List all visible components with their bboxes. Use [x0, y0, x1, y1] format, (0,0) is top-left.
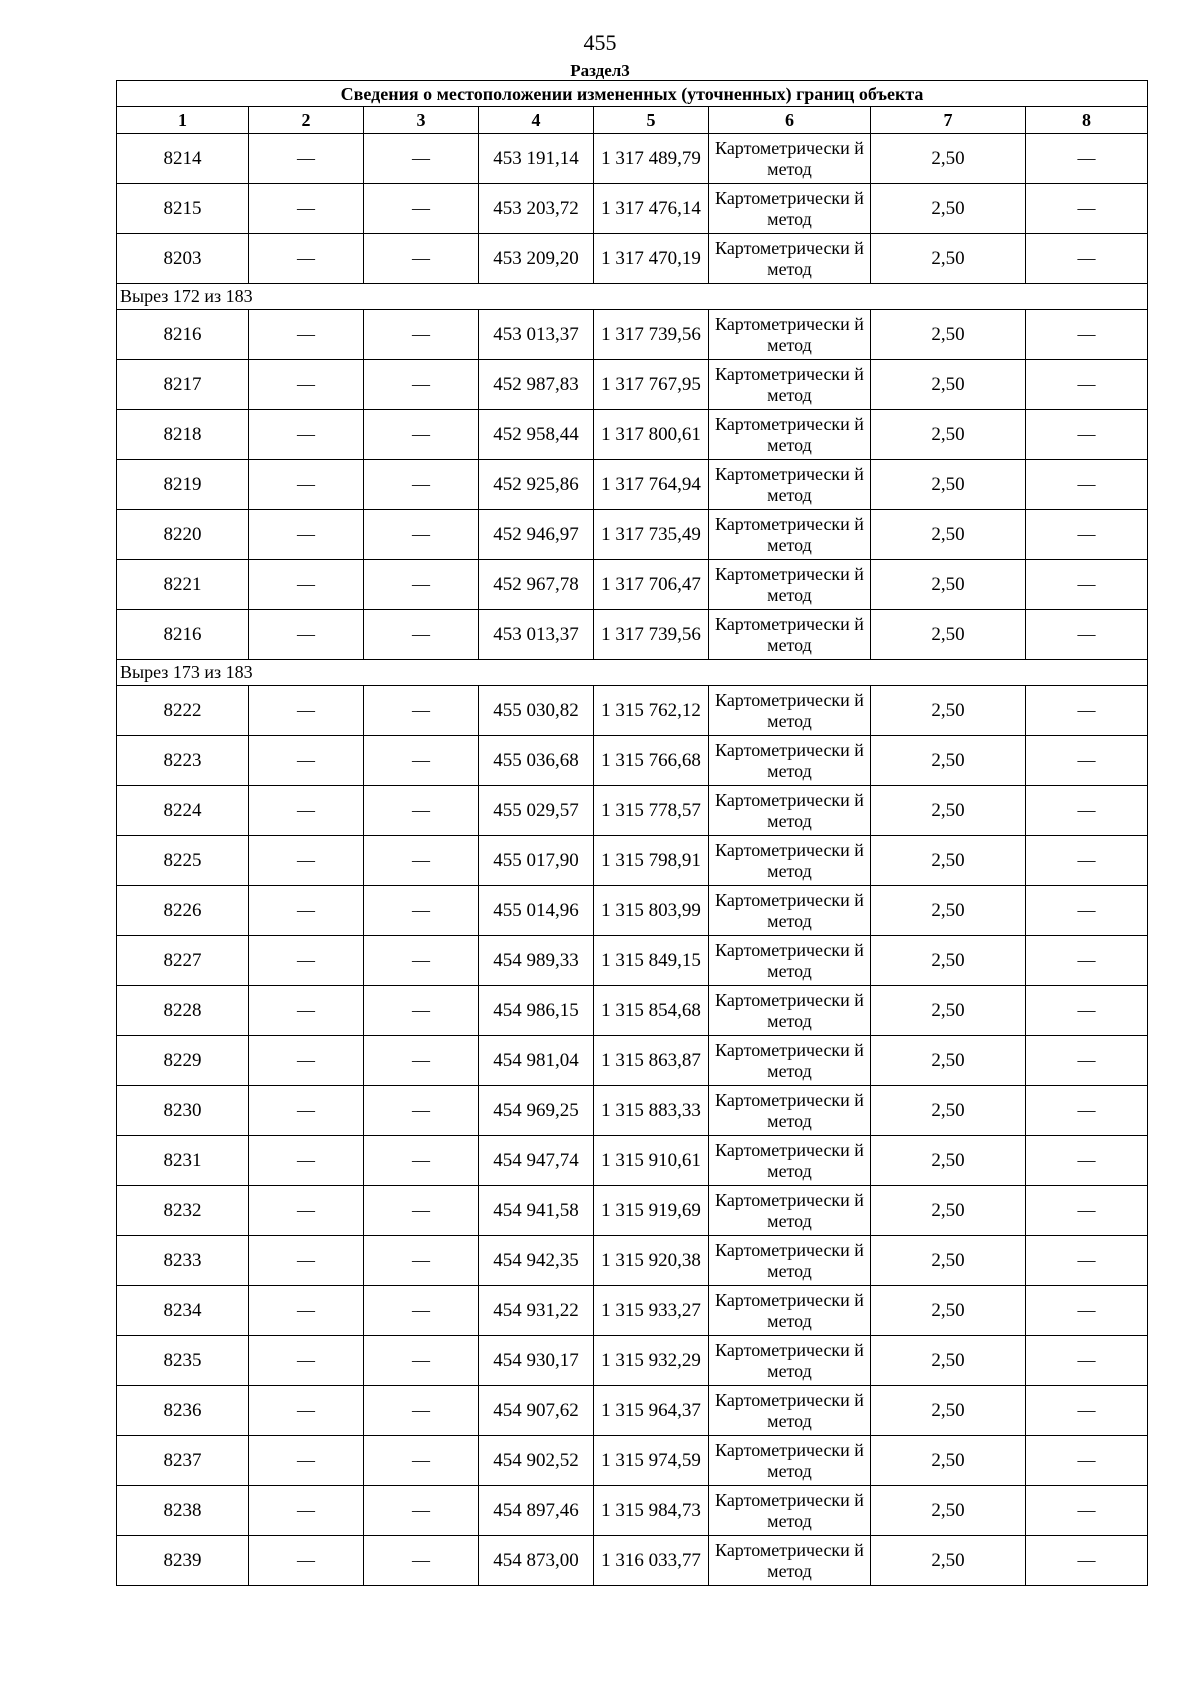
col8-cell: — [1026, 686, 1148, 736]
table-row [117, 736, 1148, 786]
method-cell: Картометрически й метод [709, 234, 871, 284]
accuracy-cell: 2,50 [871, 360, 1026, 410]
x-coordinate-cell: 455 029,57 [479, 786, 594, 836]
point-number-cell: 8225 [117, 836, 249, 886]
col8-cell: — [1026, 1336, 1148, 1386]
col2-cell: — [249, 886, 364, 936]
y-coordinate-cell: 1 315 984,73 [594, 1486, 709, 1536]
table-row [117, 560, 1148, 610]
x-coordinate-cell: 454 930,17 [479, 1336, 594, 1386]
col2-cell: — [249, 1036, 364, 1086]
y-coordinate-cell: 1 315 766,68 [594, 736, 709, 786]
method-cell: Картометрически й метод [709, 184, 871, 234]
y-coordinate-cell: 1 317 735,49 [594, 510, 709, 560]
table-row [117, 360, 1148, 410]
table-row [117, 1336, 1148, 1386]
point-number-cell: 8216 [117, 310, 249, 360]
col3-cell: — [364, 410, 479, 460]
col8-cell: — [1026, 1136, 1148, 1186]
col3-cell: — [364, 1336, 479, 1386]
col8-cell: — [1026, 560, 1148, 610]
accuracy-cell: 2,50 [871, 1536, 1026, 1586]
column-header-row [117, 107, 1148, 134]
col2-cell: — [249, 786, 364, 836]
method-cell: Картометрически й метод [709, 510, 871, 560]
col3-cell: — [364, 886, 479, 936]
y-coordinate-cell: 1 315 863,87 [594, 1036, 709, 1086]
accuracy-cell: 2,50 [871, 184, 1026, 234]
method-cell: Картометрически й метод [709, 686, 871, 736]
table-row [117, 184, 1148, 234]
accuracy-cell: 2,50 [871, 1236, 1026, 1286]
col3-cell: — [364, 1536, 479, 1586]
accuracy-cell: 2,50 [871, 936, 1026, 986]
method-cell: Картометрически й метод [709, 410, 871, 460]
x-coordinate-cell: 453 013,37 [479, 610, 594, 660]
y-coordinate-cell: 1 315 919,69 [594, 1186, 709, 1236]
point-number-cell: 8233 [117, 1236, 249, 1286]
x-coordinate-cell: 453 203,72 [479, 184, 594, 234]
table-row [117, 1286, 1148, 1336]
accuracy-cell: 2,50 [871, 1286, 1026, 1336]
method-cell: Картометрически й метод [709, 134, 871, 184]
x-coordinate-cell: 454 897,46 [479, 1486, 594, 1536]
col2-cell: — [249, 1386, 364, 1436]
accuracy-cell: 2,50 [871, 1436, 1026, 1486]
method-cell: Картометрически й метод [709, 886, 871, 936]
accuracy-cell: 2,50 [871, 460, 1026, 510]
col8-cell: — [1026, 1236, 1148, 1286]
accuracy-cell: 2,50 [871, 1336, 1026, 1386]
col3-cell: — [364, 936, 479, 986]
col3-cell: — [364, 1236, 479, 1286]
accuracy-cell: 2,50 [871, 510, 1026, 560]
col3-cell: — [364, 1086, 479, 1136]
col8-cell: — [1026, 460, 1148, 510]
x-coordinate-cell: 452 967,78 [479, 560, 594, 610]
col2-cell: — [249, 560, 364, 610]
col2-cell: — [249, 1086, 364, 1136]
col2-cell: — [249, 736, 364, 786]
col8-cell: — [1026, 836, 1148, 886]
x-coordinate-cell: 452 925,86 [479, 460, 594, 510]
col8-cell: — [1026, 410, 1148, 460]
col8-cell: — [1026, 1036, 1148, 1086]
col8-cell: — [1026, 1486, 1148, 1536]
col8-cell: — [1026, 986, 1148, 1036]
col8-cell: — [1026, 610, 1148, 660]
y-coordinate-cell: 1 315 910,61 [594, 1136, 709, 1186]
method-cell: Картометрически й метод [709, 360, 871, 410]
column-header: 8 [1026, 107, 1148, 134]
point-number-cell: 8222 [117, 686, 249, 736]
table-row [117, 310, 1148, 360]
point-number-cell: 8235 [117, 1336, 249, 1386]
col8-cell: — [1026, 1386, 1148, 1436]
col3-cell: — [364, 1186, 479, 1236]
x-coordinate-cell: 454 942,35 [479, 1236, 594, 1286]
coordinates-table [116, 80, 1148, 1586]
y-coordinate-cell: 1 315 883,33 [594, 1086, 709, 1136]
point-number-cell: 8231 [117, 1136, 249, 1186]
col2-cell: — [249, 310, 364, 360]
y-coordinate-cell: 1 315 974,59 [594, 1436, 709, 1486]
accuracy-cell: 2,50 [871, 410, 1026, 460]
accuracy-cell: 2,50 [871, 786, 1026, 836]
column-header: 2 [249, 107, 364, 134]
col8-cell: — [1026, 936, 1148, 986]
col3-cell: — [364, 460, 479, 510]
col3-cell: — [364, 1136, 479, 1186]
table-body [117, 134, 1148, 1586]
col2-cell: — [249, 460, 364, 510]
col8-cell: — [1026, 510, 1148, 560]
y-coordinate-cell: 1 317 476,14 [594, 184, 709, 234]
col2-cell: — [249, 1336, 364, 1386]
col3-cell: — [364, 1486, 479, 1536]
method-cell: Картометрически й метод [709, 1086, 871, 1136]
col3-cell: — [364, 1436, 479, 1486]
col3-cell: — [364, 234, 479, 284]
table-row [117, 886, 1148, 936]
x-coordinate-cell: 453 209,20 [479, 234, 594, 284]
col3-cell: — [364, 736, 479, 786]
y-coordinate-cell: 1 317 489,79 [594, 134, 709, 184]
table-row [117, 1536, 1148, 1586]
accuracy-cell: 2,50 [871, 1486, 1026, 1536]
table-row [117, 786, 1148, 836]
y-coordinate-cell: 1 315 932,29 [594, 1336, 709, 1386]
group-header-row [117, 660, 1148, 686]
point-number-cell: 8234 [117, 1286, 249, 1336]
col8-cell: — [1026, 310, 1148, 360]
y-coordinate-cell: 1 317 470,19 [594, 234, 709, 284]
col2-cell: — [249, 610, 364, 660]
col2-cell: — [249, 184, 364, 234]
x-coordinate-cell: 455 030,82 [479, 686, 594, 736]
y-coordinate-cell: 1 315 854,68 [594, 986, 709, 1036]
method-cell: Картометрически й метод [709, 936, 871, 986]
x-coordinate-cell: 454 981,04 [479, 1036, 594, 1086]
y-coordinate-cell: 1 315 849,15 [594, 936, 709, 986]
col3-cell: — [364, 310, 479, 360]
table-row [117, 1486, 1148, 1536]
table-row [117, 936, 1148, 986]
y-coordinate-cell: 1 315 933,27 [594, 1286, 709, 1336]
col8-cell: — [1026, 736, 1148, 786]
column-header: 4 [479, 107, 594, 134]
point-number-cell: 8223 [117, 736, 249, 786]
col3-cell: — [364, 360, 479, 410]
x-coordinate-cell: 455 036,68 [479, 736, 594, 786]
method-cell: Картометрически й метод [709, 310, 871, 360]
col2-cell: — [249, 1186, 364, 1236]
accuracy-cell: 2,50 [871, 886, 1026, 936]
col2-cell: — [249, 234, 364, 284]
point-number-cell: 8238 [117, 1486, 249, 1536]
page-number: 455 [583, 30, 617, 55]
section-title: Раздел3 [570, 61, 630, 80]
col8-cell: — [1026, 1186, 1148, 1236]
col3-cell: — [364, 1036, 479, 1086]
table-row [117, 610, 1148, 660]
col3-cell: — [364, 836, 479, 886]
col2-cell: — [249, 360, 364, 410]
x-coordinate-cell: 454 941,58 [479, 1186, 594, 1236]
col2-cell: — [249, 510, 364, 560]
col2-cell: — [249, 1286, 364, 1336]
table-title: Сведения о местоположении измененных (уточненных) границ объекта [117, 81, 1148, 107]
method-cell: Картометрически й метод [709, 1436, 871, 1486]
point-number-cell: 8229 [117, 1036, 249, 1086]
method-cell: Картометрически й метод [709, 560, 871, 610]
accuracy-cell: 2,50 [871, 1086, 1026, 1136]
table-row [117, 686, 1148, 736]
accuracy-cell: 2,50 [871, 610, 1026, 660]
method-cell: Картометрически й метод [709, 460, 871, 510]
table-row [117, 836, 1148, 886]
y-coordinate-cell: 1 315 803,99 [594, 886, 709, 936]
col2-cell: — [249, 986, 364, 1036]
y-coordinate-cell: 1 315 920,38 [594, 1236, 709, 1286]
method-cell: Картометрически й метод [709, 610, 871, 660]
point-number-cell: 8239 [117, 1536, 249, 1586]
point-number-cell: 8228 [117, 986, 249, 1036]
table-row [117, 460, 1148, 510]
x-coordinate-cell: 454 873,00 [479, 1536, 594, 1586]
method-cell: Картометрически й метод [709, 1036, 871, 1086]
col3-cell: — [364, 560, 479, 610]
group-label: Вырез 173 из 183 [117, 660, 1148, 686]
table-row [117, 510, 1148, 560]
accuracy-cell: 2,50 [871, 134, 1026, 184]
col8-cell: — [1026, 886, 1148, 936]
point-number-cell: 8216 [117, 610, 249, 660]
col3-cell: — [364, 510, 479, 560]
y-coordinate-cell: 1 316 033,77 [594, 1536, 709, 1586]
x-coordinate-cell: 453 013,37 [479, 310, 594, 360]
point-number-cell: 8237 [117, 1436, 249, 1486]
column-header: 5 [594, 107, 709, 134]
y-coordinate-cell: 1 317 767,95 [594, 360, 709, 410]
point-number-cell: 8232 [117, 1186, 249, 1236]
col3-cell: — [364, 1386, 479, 1436]
col2-cell: — [249, 936, 364, 986]
table-row [117, 1436, 1148, 1486]
table-row [117, 1186, 1148, 1236]
method-cell: Картометрически й метод [709, 1136, 871, 1186]
x-coordinate-cell: 454 989,33 [479, 936, 594, 986]
col8-cell: — [1026, 1086, 1148, 1136]
point-number-cell: 8230 [117, 1086, 249, 1136]
x-coordinate-cell: 454 931,22 [479, 1286, 594, 1336]
column-header: 6 [709, 107, 871, 134]
table-row [117, 1086, 1148, 1136]
y-coordinate-cell: 1 317 706,47 [594, 560, 709, 610]
accuracy-cell: 2,50 [871, 1386, 1026, 1436]
x-coordinate-cell: 455 017,90 [479, 836, 594, 886]
method-cell: Картометрически й метод [709, 736, 871, 786]
group-header-row [117, 284, 1148, 310]
y-coordinate-cell: 1 315 798,91 [594, 836, 709, 886]
y-coordinate-cell: 1 317 739,56 [594, 310, 709, 360]
x-coordinate-cell: 454 902,52 [479, 1436, 594, 1486]
x-coordinate-cell: 452 958,44 [479, 410, 594, 460]
point-number-cell: 8203 [117, 234, 249, 284]
method-cell: Картометрически й метод [709, 1536, 871, 1586]
col3-cell: — [364, 184, 479, 234]
col8-cell: — [1026, 234, 1148, 284]
method-cell: Картометрически й метод [709, 836, 871, 886]
col2-cell: — [249, 1436, 364, 1486]
point-number-cell: 8219 [117, 460, 249, 510]
accuracy-cell: 2,50 [871, 686, 1026, 736]
accuracy-cell: 2,50 [871, 836, 1026, 886]
accuracy-cell: 2,50 [871, 560, 1026, 610]
column-header: 1 [117, 107, 249, 134]
x-coordinate-cell: 452 946,97 [479, 510, 594, 560]
col2-cell: — [249, 1136, 364, 1186]
y-coordinate-cell: 1 317 800,61 [594, 410, 709, 460]
accuracy-cell: 2,50 [871, 1036, 1026, 1086]
point-number-cell: 8217 [117, 360, 249, 410]
x-coordinate-cell: 454 947,74 [479, 1136, 594, 1186]
col2-cell: — [249, 1536, 364, 1586]
x-coordinate-cell: 455 014,96 [479, 886, 594, 936]
col3-cell: — [364, 986, 479, 1036]
col3-cell: — [364, 134, 479, 184]
method-cell: Картометрически й метод [709, 1236, 871, 1286]
col3-cell: — [364, 1286, 479, 1336]
point-number-cell: 8236 [117, 1386, 249, 1436]
table-row [117, 410, 1148, 460]
method-cell: Картометрически й метод [709, 1486, 871, 1536]
point-number-cell: 8215 [117, 184, 249, 234]
col2-cell: — [249, 410, 364, 460]
table-row [117, 1386, 1148, 1436]
col2-cell: — [249, 1236, 364, 1286]
x-coordinate-cell: 452 987,83 [479, 360, 594, 410]
x-coordinate-cell: 454 969,25 [479, 1086, 594, 1136]
col2-cell: — [249, 134, 364, 184]
col3-cell: — [364, 610, 479, 660]
method-cell: Картометрически й метод [709, 1386, 871, 1436]
col8-cell: — [1026, 1436, 1148, 1486]
col8-cell: — [1026, 134, 1148, 184]
table-row [117, 986, 1148, 1036]
y-coordinate-cell: 1 315 762,12 [594, 686, 709, 736]
table-row [117, 1236, 1148, 1286]
col3-cell: — [364, 786, 479, 836]
accuracy-cell: 2,50 [871, 310, 1026, 360]
table-row [117, 1136, 1148, 1186]
method-cell: Картометрически й метод [709, 1336, 871, 1386]
point-number-cell: 8227 [117, 936, 249, 986]
group-label: Вырез 172 из 183 [117, 284, 1148, 310]
method-cell: Картометрически й метод [709, 786, 871, 836]
method-cell: Картометрически й метод [709, 1186, 871, 1236]
point-number-cell: 8221 [117, 560, 249, 610]
col8-cell: — [1026, 786, 1148, 836]
col2-cell: — [249, 836, 364, 886]
x-coordinate-cell: 453 191,14 [479, 134, 594, 184]
y-coordinate-cell: 1 317 764,94 [594, 460, 709, 510]
table-row [117, 134, 1148, 184]
column-header: 3 [364, 107, 479, 134]
col2-cell: — [249, 1486, 364, 1536]
table-row [117, 234, 1148, 284]
col8-cell: — [1026, 1286, 1148, 1336]
point-number-cell: 8224 [117, 786, 249, 836]
y-coordinate-cell: 1 317 739,56 [594, 610, 709, 660]
col8-cell: — [1026, 1536, 1148, 1586]
col3-cell: — [364, 686, 479, 736]
method-cell: Картометрически й метод [709, 986, 871, 1036]
point-number-cell: 8214 [117, 134, 249, 184]
x-coordinate-cell: 454 907,62 [479, 1386, 594, 1436]
col8-cell: — [1026, 360, 1148, 410]
point-number-cell: 8218 [117, 410, 249, 460]
point-number-cell: 8226 [117, 886, 249, 936]
col8-cell: — [1026, 184, 1148, 234]
column-header: 7 [871, 107, 1026, 134]
method-cell: Картометрически й метод [709, 1286, 871, 1336]
table-row [117, 1036, 1148, 1086]
col2-cell: — [249, 686, 364, 736]
accuracy-cell: 2,50 [871, 986, 1026, 1036]
accuracy-cell: 2,50 [871, 234, 1026, 284]
accuracy-cell: 2,50 [871, 736, 1026, 786]
table-title-row [117, 81, 1148, 107]
accuracy-cell: 2,50 [871, 1136, 1026, 1186]
y-coordinate-cell: 1 315 778,57 [594, 786, 709, 836]
x-coordinate-cell: 454 986,15 [479, 986, 594, 1036]
accuracy-cell: 2,50 [871, 1186, 1026, 1236]
y-coordinate-cell: 1 315 964,37 [594, 1386, 709, 1436]
point-number-cell: 8220 [117, 510, 249, 560]
